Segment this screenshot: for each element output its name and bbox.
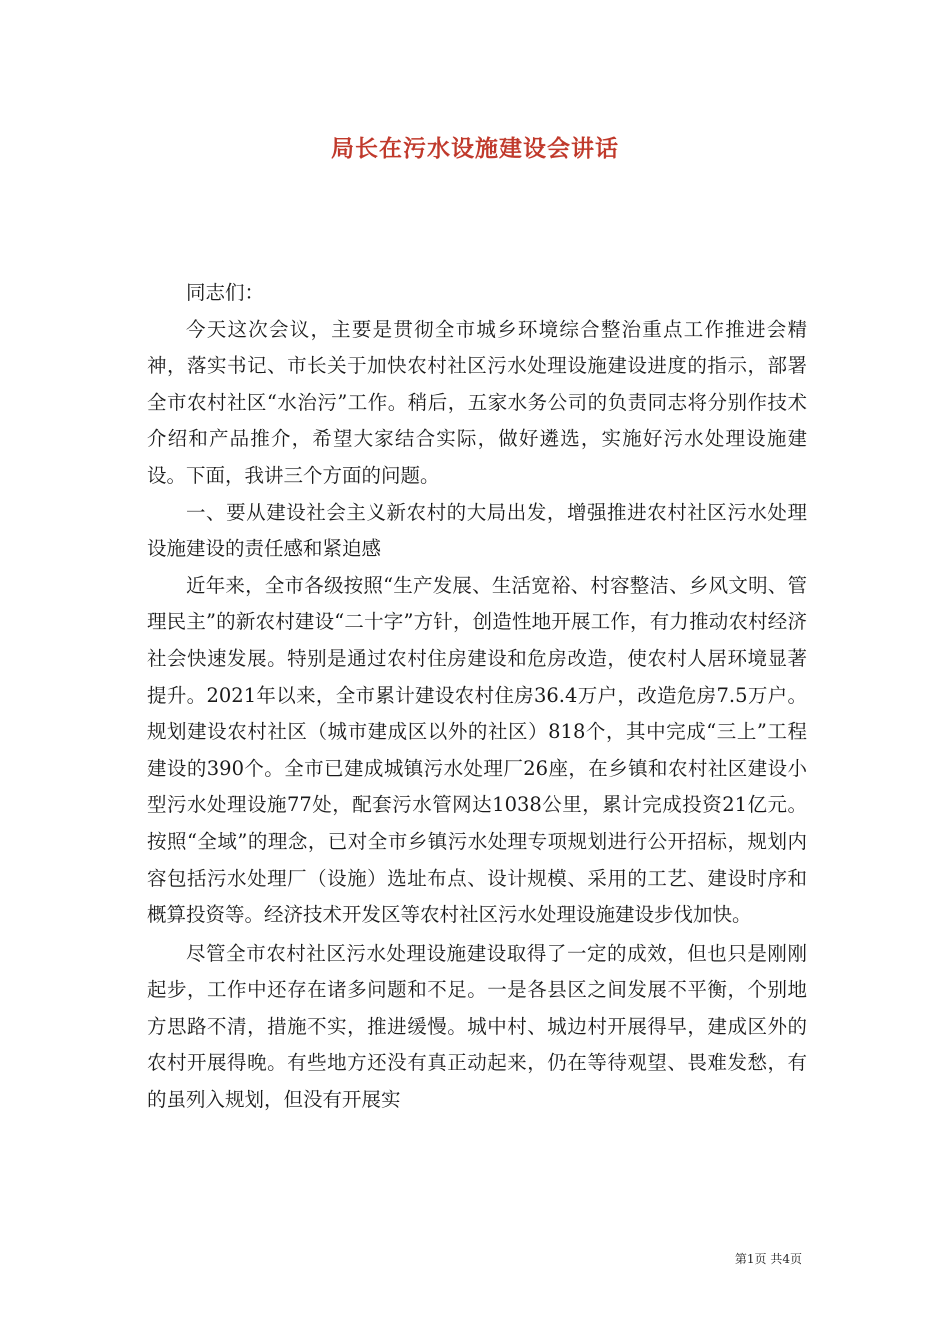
document-body [147,275,807,1119]
body-paragraph: 尽管全市农村社区污水处理设施建设取得了一定的成效，但也只是刚刚起步，工作中还存在诸多问题和不足。一是各县区之间发展不平衡，个别地方思路不清，措施不实，推进缓慢。城中村、城边村开展得早，建成区外的农村开展得晚。有些地方还没有真正动起来，仍在等待观望、畏难发愁，有的虽列入规划，但没有开展实 [147,941,807,1112]
salutation-paragraph: 同志们： [186,281,265,304]
section-heading-1: 一、要从建设社会主义新农村的大局出发，增强推进农村社区污水处理设施建设的责任感和紧迫感 [147,500,807,561]
page-number-footer: 第1页 共4页 [734,1252,802,1266]
document-title: 局长在污水设施建设会讲话 [331,135,619,162]
body-paragraph: 近年来，全市各级按照“生产发展、生活宽裕、村容整洁、乡风文明、管理民主”的新农村建设“二十字”方针，创造性地开展工作，有力推动农村经济社会快速发展。特别是通过农村住房建设和危房改造，使农村人居环境显著提升。2021年以来，全市累计建设农村住房36.4万户，改造危房7.5万户。规划建设农村社区（城市建成区以外的社区）818个，其中完成“三上”工程建设的390个。全市已建成城镇污水处理厂26座，在乡镇和农村社区建设小型污水处理设施77处，配套污水管网达1038公里，累计完成投资21亿元。按照“全域”的理念，已对全市乡镇污水处理专项规划进行公开招标，规划内容包括污水处理厂（设施）选址布点、设计规模、采用的工艺、建设时序和概算投资等。经济技术开发区等农村社区污水处理设施建设步伐加快。 [147,573,807,927]
intro-paragraph: 今天这次会议，主要是贯彻全市城乡环境综合整治重点工作推进会精神，落实书记、市长关于加快农村社区污水处理设施建设进度的指示，部署全市农村社区“水治污”工作。稍后，五家水务公司的负责同志将分别作技术介绍和产品推介，希望大家结合实际，做好遴选，实施好污水处理设施建设。下面，我讲三个方面的问题。 [147,317,807,487]
